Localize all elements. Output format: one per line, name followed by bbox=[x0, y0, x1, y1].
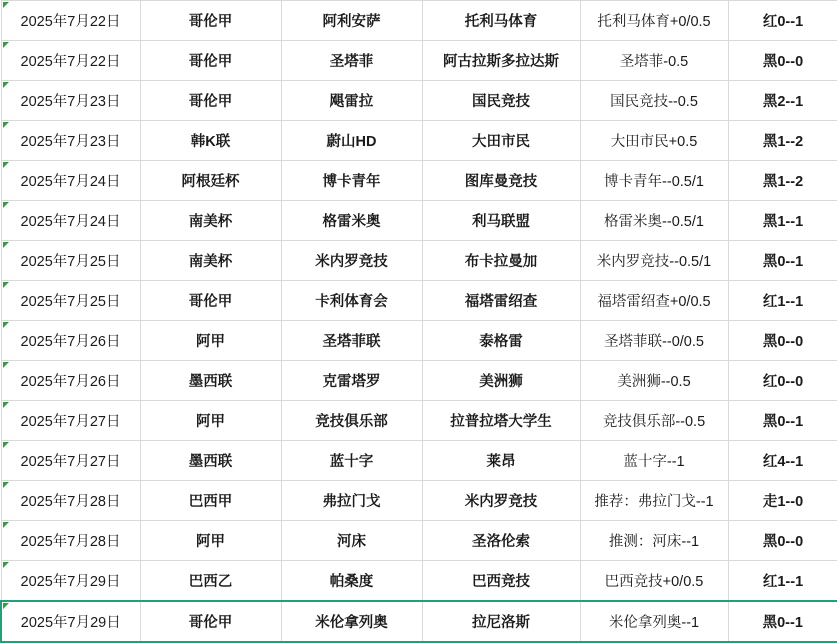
table-row[interactable] bbox=[1, 1, 837, 41]
cell-league[interactable]: 阿根廷杯 bbox=[140, 161, 281, 201]
cell-pick[interactable]: 格雷米奥--0.5/1 bbox=[580, 201, 728, 241]
cell-home[interactable]: 弗拉门戈 bbox=[281, 481, 422, 521]
cell-league[interactable]: 墨西联 bbox=[140, 441, 281, 481]
cell-home[interactable]: 河床 bbox=[281, 521, 422, 561]
cell-league[interactable]: 哥伦甲 bbox=[140, 41, 281, 81]
cell-away[interactable]: 拉尼洛斯 bbox=[422, 601, 580, 642]
cell-result[interactable]: 黑0--0 bbox=[728, 321, 837, 361]
cell-date[interactable]: 2025年7月29日 bbox=[1, 561, 140, 602]
cell-home[interactable]: 卡利体育会 bbox=[281, 281, 422, 321]
cell-result[interactable]: 黑0--1 bbox=[728, 401, 837, 441]
cell-pick[interactable]: 圣塔菲联--0/0.5 bbox=[580, 321, 728, 361]
table-body bbox=[1, 1, 837, 643]
cell-home[interactable]: 飓雷拉 bbox=[281, 81, 422, 121]
cell-league[interactable]: 阿甲 bbox=[140, 401, 281, 441]
cell-league[interactable]: 阿甲 bbox=[140, 321, 281, 361]
cell-home[interactable]: 蔚山HD bbox=[281, 121, 422, 161]
cell-date[interactable]: 2025年7月23日 bbox=[1, 81, 140, 121]
cell-date[interactable]: 2025年7月23日 bbox=[1, 121, 140, 161]
cell-home[interactable]: 阿利安萨 bbox=[281, 1, 422, 41]
cell-away[interactable]: 泰格雷 bbox=[422, 321, 580, 361]
cell-result[interactable]: 红1--1 bbox=[728, 561, 837, 602]
cell-away[interactable]: 大田市民 bbox=[422, 121, 580, 161]
cell-result[interactable]: 红0--1 bbox=[728, 1, 837, 41]
cell-home[interactable]: 圣塔菲联 bbox=[281, 321, 422, 361]
cell-result[interactable]: 黑0--1 bbox=[728, 241, 837, 281]
cell-date[interactable]: 2025年7月28日 bbox=[1, 481, 140, 521]
cell-home[interactable]: 克雷塔罗 bbox=[281, 361, 422, 401]
cell-away[interactable]: 巴西竞技 bbox=[422, 561, 580, 602]
table-row[interactable] bbox=[1, 321, 837, 361]
cell-away[interactable]: 利马联盟 bbox=[422, 201, 580, 241]
cell-pick[interactable]: 托利马体育+0/0.5 bbox=[580, 1, 728, 41]
cell-date[interactable]: 2025年7月22日 bbox=[1, 41, 140, 81]
cell-away[interactable]: 圣洛伦索 bbox=[422, 521, 580, 561]
cell-result[interactable]: 走1--0 bbox=[728, 481, 837, 521]
table-row[interactable] bbox=[1, 241, 837, 281]
cell-home[interactable]: 博卡青年 bbox=[281, 161, 422, 201]
table-row[interactable] bbox=[1, 601, 837, 642]
table-row[interactable] bbox=[1, 441, 837, 481]
cell-pick[interactable]: 竞技俱乐部--0.5 bbox=[580, 401, 728, 441]
cell-league[interactable]: 巴西甲 bbox=[140, 481, 281, 521]
cell-pick[interactable]: 福塔雷绍查+0/0.5 bbox=[580, 281, 728, 321]
cell-result[interactable]: 红4--1 bbox=[728, 441, 837, 481]
cell-league[interactable]: 哥伦甲 bbox=[140, 1, 281, 41]
cell-league[interactable]: 哥伦甲 bbox=[140, 601, 281, 642]
cell-result[interactable]: 黑0--0 bbox=[728, 521, 837, 561]
cell-league[interactable]: 南美杯 bbox=[140, 241, 281, 281]
cell-league[interactable]: 巴西乙 bbox=[140, 561, 281, 602]
cell-date[interactable]: 2025年7月24日 bbox=[1, 161, 140, 201]
table-row[interactable] bbox=[1, 361, 837, 401]
cell-pick[interactable]: 米伦拿列奥--1 bbox=[580, 601, 728, 642]
cell-away[interactable]: 阿古拉斯多拉达斯 bbox=[422, 41, 580, 81]
cell-result[interactable]: 红1--1 bbox=[728, 281, 837, 321]
cell-date[interactable]: 2025年7月26日 bbox=[1, 321, 140, 361]
table-row[interactable] bbox=[1, 161, 837, 201]
cell-result[interactable]: 黑0--1 bbox=[728, 601, 837, 642]
cell-result[interactable]: 红0--0 bbox=[728, 361, 837, 401]
cell-home[interactable]: 米伦拿列奥 bbox=[281, 601, 422, 642]
cell-home[interactable]: 圣塔菲 bbox=[281, 41, 422, 81]
table-row[interactable] bbox=[1, 281, 837, 321]
cell-result[interactable]: 黑1--2 bbox=[728, 121, 837, 161]
cell-date[interactable]: 2025年7月25日 bbox=[1, 281, 140, 321]
table-row[interactable] bbox=[1, 201, 837, 241]
cell-pick[interactable]: 推荐：弗拉门戈--1 bbox=[580, 481, 728, 521]
cell-date[interactable]: 2025年7月25日 bbox=[1, 241, 140, 281]
cell-pick[interactable]: 圣塔菲-0.5 bbox=[580, 41, 728, 81]
cell-league[interactable]: 南美杯 bbox=[140, 201, 281, 241]
cell-date[interactable]: 2025年7月28日 bbox=[1, 521, 140, 561]
cell-away[interactable]: 图库曼竞技 bbox=[422, 161, 580, 201]
cell-away[interactable]: 福塔雷绍查 bbox=[422, 281, 580, 321]
cell-date[interactable]: 2025年7月27日 bbox=[1, 401, 140, 441]
cell-result[interactable]: 黑1--2 bbox=[728, 161, 837, 201]
cell-home[interactable]: 帕桑度 bbox=[281, 561, 422, 602]
cell-pick[interactable]: 国民竞技--0.5 bbox=[580, 81, 728, 121]
cell-date[interactable]: 2025年7月26日 bbox=[1, 361, 140, 401]
cell-league[interactable]: 阿甲 bbox=[140, 521, 281, 561]
cell-result[interactable]: 黑0--0 bbox=[728, 41, 837, 81]
table-row[interactable] bbox=[1, 481, 837, 521]
cell-result[interactable]: 黑1--1 bbox=[728, 201, 837, 241]
cell-league[interactable]: 墨西联 bbox=[140, 361, 281, 401]
cell-home[interactable]: 竞技俱乐部 bbox=[281, 401, 422, 441]
table-row[interactable] bbox=[1, 561, 837, 602]
cell-away[interactable]: 美洲狮 bbox=[422, 361, 580, 401]
cell-league[interactable]: 哥伦甲 bbox=[140, 81, 281, 121]
cell-home[interactable]: 蓝十字 bbox=[281, 441, 422, 481]
cell-away[interactable]: 国民竞技 bbox=[422, 81, 580, 121]
cell-date[interactable]: 2025年7月24日 bbox=[1, 201, 140, 241]
cell-league[interactable]: 韩K联 bbox=[140, 121, 281, 161]
cell-away[interactable]: 米内罗竞技 bbox=[422, 481, 580, 521]
cell-league[interactable]: 哥伦甲 bbox=[140, 281, 281, 321]
cell-pick[interactable]: 美洲狮--0.5 bbox=[580, 361, 728, 401]
table-row[interactable] bbox=[1, 121, 837, 161]
cell-result[interactable]: 黑2--1 bbox=[728, 81, 837, 121]
cell-away[interactable]: 托利马体育 bbox=[422, 1, 580, 41]
table-row[interactable] bbox=[1, 41, 837, 81]
cell-away[interactable]: 拉普拉塔大学生 bbox=[422, 401, 580, 441]
table-row[interactable] bbox=[1, 401, 837, 441]
cell-pick[interactable]: 蓝十字--1 bbox=[580, 441, 728, 481]
cell-pick[interactable]: 博卡青年--0.5/1 bbox=[580, 161, 728, 201]
cell-home[interactable]: 米内罗竞技 bbox=[281, 241, 422, 281]
cell-away[interactable]: 莱昂 bbox=[422, 441, 580, 481]
cell-away[interactable]: 布卡拉曼加 bbox=[422, 241, 580, 281]
table-row[interactable] bbox=[1, 81, 837, 121]
cell-date[interactable]: 2025年7月27日 bbox=[1, 441, 140, 481]
cell-home[interactable]: 格雷米奥 bbox=[281, 201, 422, 241]
cell-pick[interactable]: 米内罗竞技--0.5/1 bbox=[580, 241, 728, 281]
cell-pick[interactable]: 推测：河床--1 bbox=[580, 521, 728, 561]
cell-pick[interactable]: 巴西竞技+0/0.5 bbox=[580, 561, 728, 602]
table-row[interactable] bbox=[1, 521, 837, 561]
cell-pick[interactable]: 大田市民+0.5 bbox=[580, 121, 728, 161]
cell-date[interactable]: 2025年7月22日 bbox=[1, 1, 140, 41]
cell-date[interactable]: 2025年7月29日 bbox=[1, 601, 140, 642]
